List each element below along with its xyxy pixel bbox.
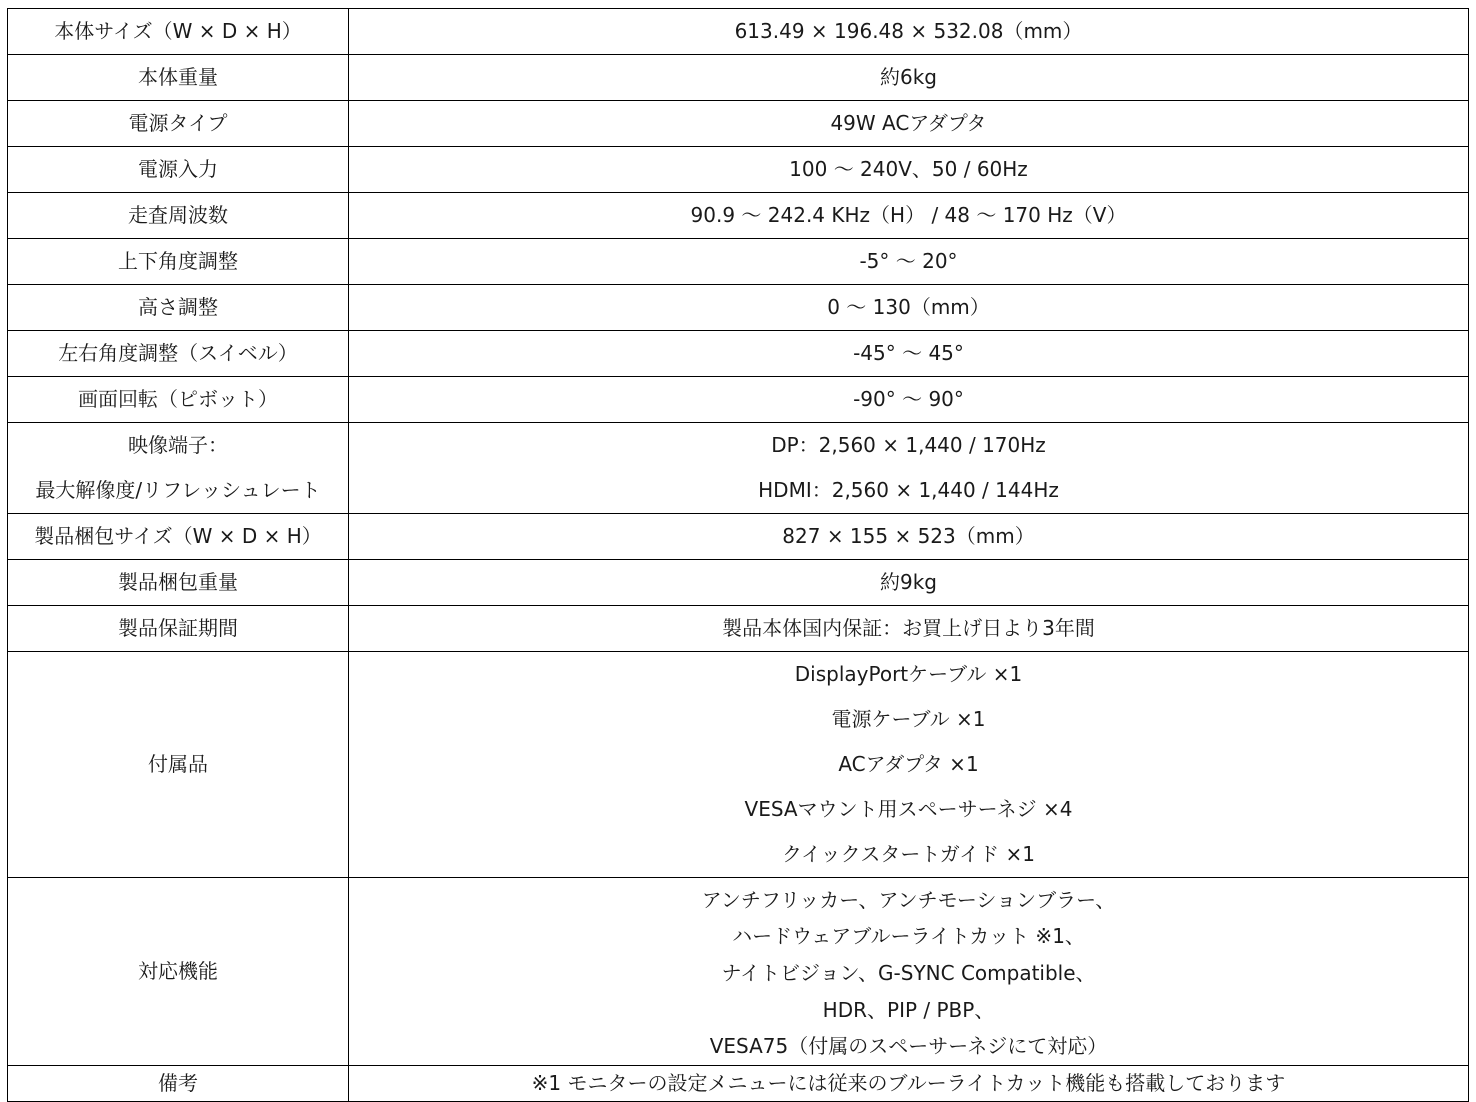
spec-value-cell <box>349 423 1469 514</box>
spec-value: -90° ～ 90° <box>853 387 964 411</box>
spec-value: 製品本体国内保証：お買上げ日より3年間 <box>722 616 1095 640</box>
spec-value-cell <box>349 331 1469 377</box>
table-row <box>8 101 1469 147</box>
table-row <box>8 9 1469 55</box>
spec-value: 100 ～ 240V、50 / 60Hz <box>789 157 1028 181</box>
spec-label: 走査周波数 <box>128 203 228 227</box>
spec-label: 本体重量 <box>138 65 218 89</box>
spec-label-cell <box>8 1066 349 1102</box>
spec-value-cell <box>349 560 1469 606</box>
spec-value: HDMI：2,560 × 1,440 / 144Hz <box>758 478 1059 502</box>
table-row <box>8 1066 1469 1102</box>
spec-value-cell <box>349 514 1469 560</box>
spec-label: 電源タイプ <box>128 111 228 135</box>
spec-value: VESA75（付属のスペーサーネジにて対応） <box>709 1034 1108 1059</box>
table-row <box>8 423 1469 514</box>
spec-label-cell <box>8 423 349 514</box>
table-row <box>8 147 1469 193</box>
spec-label: 最大解像度/リフレッシュレート <box>35 478 321 502</box>
spec-label-cell <box>8 377 349 423</box>
spec-value-cell <box>349 239 1469 285</box>
spec-label-cell <box>8 9 349 55</box>
spec-label-cell <box>8 285 349 331</box>
spec-label: 映像端子： <box>128 433 228 457</box>
spec-label: 電源入力 <box>138 157 218 181</box>
table-row <box>8 193 1469 239</box>
spec-value-cell <box>349 652 1469 878</box>
table-row <box>8 652 1469 878</box>
spec-value: HDR、PIP / PBP、 <box>822 997 995 1022</box>
spec-value: アンチフリッカー、アンチモーションブラー、 <box>701 888 1116 912</box>
spec-label-cell <box>8 878 349 1066</box>
spec-value-cell <box>349 147 1469 193</box>
spec-value: ナイトビジョン、G-SYNC Compatible、 <box>721 960 1096 985</box>
spec-value-cell <box>349 193 1469 239</box>
spec-value: ※1 モニターの設定メニューには従来のブルーライトカット機能も搭載しております <box>531 1071 1286 1096</box>
spec-value-cell <box>349 606 1469 652</box>
spec-value: ハードウェアブルーライトカット ※1、 <box>732 924 1085 948</box>
spec-label-cell <box>8 606 349 652</box>
spec-value: 約6kg <box>879 65 937 89</box>
spec-value: VESAマウント用スペーサーネジ ×4 <box>744 797 1073 821</box>
table-row <box>8 560 1469 606</box>
spec-value-cell <box>349 878 1469 1066</box>
spec-value: 0 ～ 130（mm） <box>827 295 990 319</box>
spec-label-cell <box>8 101 349 147</box>
spec-value-cell <box>349 1066 1469 1102</box>
spec-label-cell <box>8 147 349 193</box>
spec-label: 上下角度調整 <box>118 249 238 273</box>
spec-label: 製品梱包サイズ（W × D × H） <box>34 524 322 548</box>
table-row <box>8 285 1469 331</box>
table-row <box>8 377 1469 423</box>
spec-value: DisplayPortケーブル ×1 <box>794 662 1023 686</box>
spec-label-cell <box>8 193 349 239</box>
table-row <box>8 878 1469 1066</box>
spec-value: クイックスタートガイド ×1 <box>781 842 1036 866</box>
spec-label: 備考 <box>158 1071 198 1096</box>
spec-label: 製品保証期間 <box>118 616 238 640</box>
spec-value: ACアダプタ ×1 <box>838 752 979 776</box>
table-row <box>8 514 1469 560</box>
spec-value: 827 × 155 × 523（mm） <box>782 524 1035 548</box>
spec-value: 90.9 ～ 242.4 KHz（H） / 48 ～ 170 Hz（V） <box>690 203 1127 227</box>
spec-label-cell <box>8 331 349 377</box>
spec-value: 613.49 × 196.48 × 532.08（mm） <box>734 19 1083 43</box>
spec-label: 付属品 <box>148 752 208 776</box>
spec-label-cell <box>8 514 349 560</box>
spec-value-cell <box>349 9 1469 55</box>
spec-label: 画面回転（ピボット） <box>78 387 278 411</box>
spec-value-cell <box>349 285 1469 331</box>
spec-label-cell <box>8 239 349 285</box>
spec-label: 対応機能 <box>138 959 218 984</box>
spec-label: 本体サイズ（W × D × H） <box>54 19 302 43</box>
spec-value: 電源ケーブル ×1 <box>831 707 986 731</box>
spec-value: DP：2,560 × 1,440 / 170Hz <box>771 433 1046 457</box>
spec-label: 高さ調整 <box>138 295 218 319</box>
table-row <box>8 239 1469 285</box>
spec-value-cell <box>349 101 1469 147</box>
spec-value: 約9kg <box>879 570 937 594</box>
spec-value-cell <box>349 55 1469 101</box>
table-row <box>8 606 1469 652</box>
spec-table <box>7 8 1469 1102</box>
spec-value: -45° ～ 45° <box>853 341 964 365</box>
spec-value: -5° ～ 20° <box>859 249 958 273</box>
spec-label-cell <box>8 55 349 101</box>
spec-label-cell <box>8 652 349 878</box>
table-row <box>8 55 1469 101</box>
spec-label-cell <box>8 560 349 606</box>
spec-value-cell <box>349 377 1469 423</box>
spec-value: 49W ACアダプタ <box>830 111 987 135</box>
table-row <box>8 331 1469 377</box>
spec-label: 製品梱包重量 <box>118 570 238 594</box>
spec-label: 左右角度調整（スイベル） <box>58 341 298 365</box>
